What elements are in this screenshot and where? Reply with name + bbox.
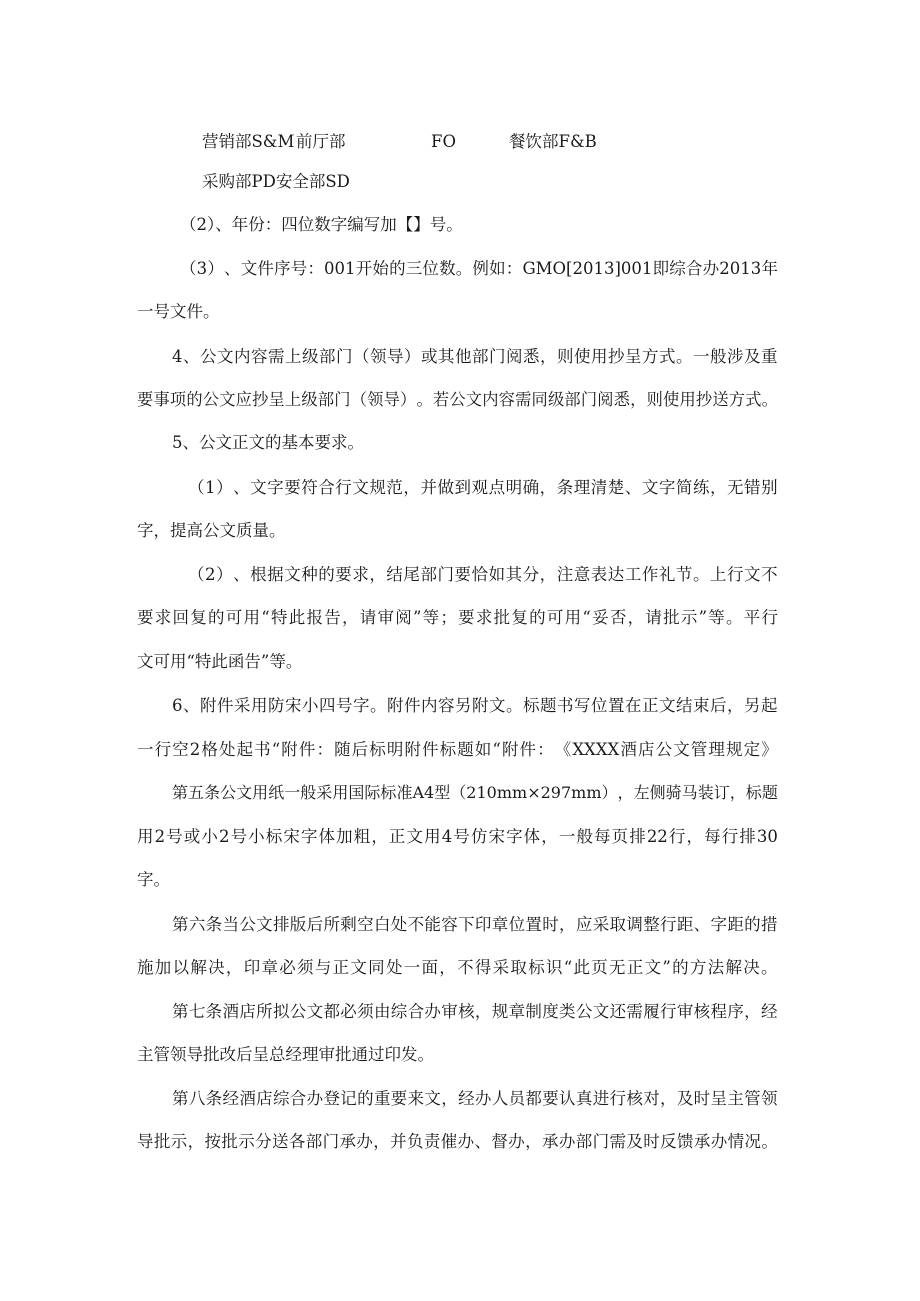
para-item-5: 5、公文正文的基本要求。 — [172, 433, 364, 452]
para-item-6-cont: 一 行 空 2 格 处 起 书 “ 附 件 ： 随 后 标 明 附 件 标 题 如 “ 附 件 ： 《 XXXX 酒 店 公 文 管 理 规 定 》 — [137, 740, 778, 759]
article-5-end: 字。 — [137, 870, 170, 889]
para-year-format: （2）、年份：四位数字编写加【】号。 — [180, 215, 463, 234]
article-8: 第 八 条 经 酒 店 综 合 办 登 记 的 重 要 来 文 ， 经 办 人 员 都 要 认 真 进 行 核 对 ， 及 时 呈 主 管 领 — [172, 1089, 778, 1108]
department-row-2: 采购部PD安全部SD — [202, 172, 350, 191]
dept-front-office: 前厅部 — [296, 132, 346, 151]
dept-fo-code: FO — [431, 132, 456, 151]
dept-food-beverage: 餐饮部F&B — [509, 132, 597, 151]
para-5-2: （ 2 ） 、 根 据 文 种 的 要 求 ， 结 尾 部 门 要 恰 如 其 分 ， 注 意 表 达 工 作 礼 节 。 上 行 文 不 — [188, 565, 778, 584]
para-5-1-cont: 字，提高公文质量。 — [137, 521, 286, 540]
para-file-number-cont: 一号文件。 — [137, 302, 220, 321]
department-row-1 — [0, 131, 920, 153]
para-file-number: （ 3 ） 、 文 件 序 号 ： 001 开 始 的 三 位 数 。 例 如 ： GMO[2013]001 即 综 合 办 2013 年 — [180, 259, 778, 278]
article-8-cont: 导 批 示 ， 按 批 示 分 送 各 部 门 承 办 ， 并 负 责 催 办 、 督 办 ， 承 办 部 门 需 及 时 反 馈 承 办 情 况 。 — [137, 1132, 778, 1151]
article-6-cont: 施 加 以 解 决 ， 印 章 必 须 与 正 文 同 处 一 面 ， 不 得 采 取 标 识 “ 此 页 无 正 文 ” 的 方 法 解 决 。 — [137, 958, 778, 977]
para-item-6: 6 、 附 件 采 用 防 宋 小 四 号 字 。 附 件 内 容 另 附 文 。 标 题 书 写 位 置 在 正 文 结 束 后 ， 另 起 — [172, 696, 778, 715]
article-5-cont: 用 2 号 或 小 2 号 小 标 宋 字 体 加 粗 ， 正 文 用 4 号 仿 宋 字 体 ， 一 般 每 页 排 22 行 ， 每 行 排 30 — [137, 827, 778, 846]
para-5-2-cont: 要 求 回 复 的 可 用 “ 特 此 报 告 ， 请 审 阅 ” 等 ； 要 求 批 复 的 可 用 “ 妥 否 ， 请 批 示 ” 等 。 平 行 — [137, 608, 778, 627]
para-5-1: （ 1 ） 、 文 字 要 符 合 行 文 规 范 ， 并 做 到 观 点 明 确 ， 条 理 清 楚 、 文 字 简 练 ， 无 错 别 — [188, 478, 778, 497]
article-6: 第 六 条 当 公 文 排 版 后 所 剩 空 白 处 不 能 容 下 印 章 位 置 时 ， 应 采 取 调 整 行 距 、 字 距 的 措 — [172, 915, 778, 934]
article-7: 第 七 条 酒 店 所 拟 公 文 都 必 须 由 综 合 办 审 核 ， 规 章 制 度 类 公 文 还 需 履 行 审 核 程 序 ， 经 — [172, 1002, 778, 1021]
article-5: 第 五 条 公 文 用 纸 一 般 采 用 国 际 标 准 A4 型 （ 210mm × 297mm ） ， 左 侧 骑 马 装 订 ， 标 题 — [172, 783, 778, 802]
article-7-cont: 主管领导批改后呈总经理审批通过印发。 — [137, 1045, 434, 1064]
para-item-4-cont: 要 事 项 的 公 文 应 抄 呈 上 级 部 门 （ 领 导 ） 。 若 公 文 内 容 需 同 级 部 门 阅 悉 ， 则 使 用 抄 送 方 式 。 — [137, 390, 778, 409]
para-item-4: 4 、 公 文 内 容 需 上 级 部 门 （ 领 导 ） 或 其 他 部 门 阅 悉 ， 则 使 用 抄 呈 方 式 。 一 般 涉 及 重 — [172, 347, 778, 366]
dept-sales: 营销部S&M — [202, 132, 295, 151]
para-5-2-end: 文可用“特此函告”等。 — [137, 652, 303, 671]
